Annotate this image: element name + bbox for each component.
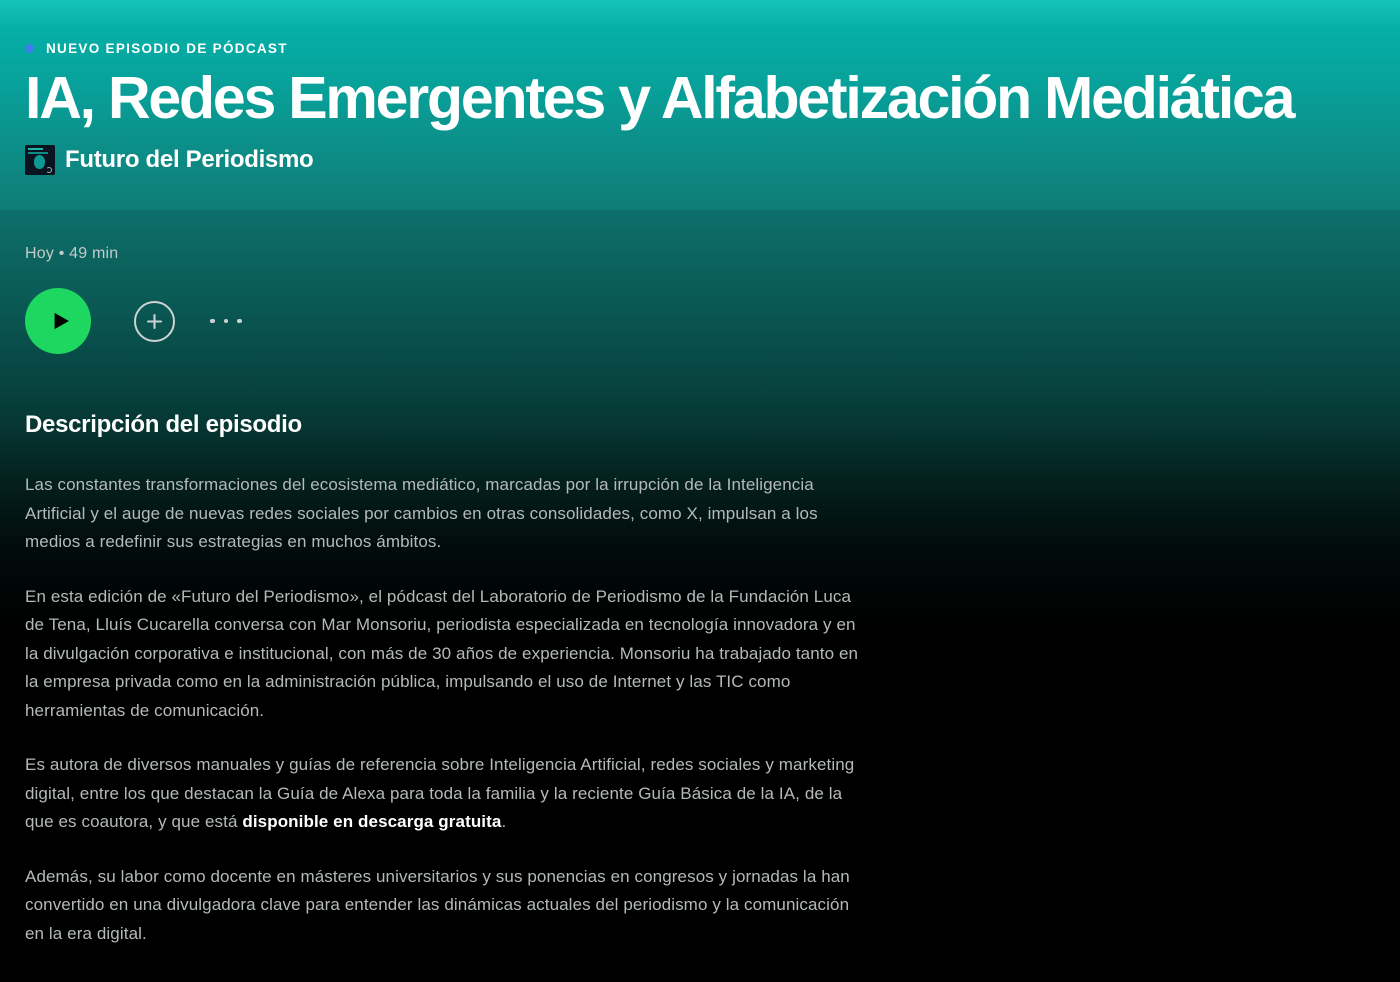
- description-paragraph: Además, su labor como docente en másteres universitarios y sus ponencias en congresos y jornadas la han convertido en una divulgadora clave para entender las dinámicas actuales del periodismo y la comunicación en la era digital.: [25, 866, 850, 943]
- ellipsis-icon: [224, 319, 229, 324]
- cover-art-detail: [46, 167, 52, 173]
- episode-description: [25, 471, 863, 948]
- cover-art-detail: [34, 155, 45, 169]
- show-link[interactable]: [25, 145, 313, 175]
- plus-icon: [145, 312, 164, 331]
- description-text: .: [501, 812, 507, 831]
- ellipsis-icon: [237, 319, 242, 324]
- show-name-label: Futuro del Periodismo: [65, 146, 314, 174]
- description-text: Es autora de diversos manuales y guías de referencia sobre Inteligencia Artificial, redes sociales y marketing digital, entre los que destacan la Guía de Alexa para toda la familia y la reciente Guía Básica de la IA, de la que es coautora, y que está: [25, 755, 855, 831]
- episode-title: IA, Redes Emergentes y Alfabetización Mediática: [25, 65, 1294, 131]
- ellipsis-icon: [210, 319, 215, 324]
- play-icon: [47, 308, 73, 334]
- show-cover-art: [25, 145, 55, 175]
- episode-meta: Hoy • 49 min: [25, 245, 119, 262]
- cover-art-detail: [28, 152, 48, 154]
- download-guide-link[interactable]: disponible en descarga gratuita: [242, 812, 502, 831]
- cover-art-detail: [28, 148, 43, 150]
- description-paragraph: [25, 751, 863, 837]
- episode-hero: [0, 0, 1400, 210]
- more-options-button[interactable]: [208, 313, 244, 330]
- description-paragraph: En esta edición de «Futuro del Periodismo», el pódcast del Laboratorio de Periodismo de la Fundación Luca de Tena, Lluís Cucarella conversa con Mar Monsoriu, periodista especializada en tecnología innovadora y en la divulgación corporativa e institucional, con más de 30 años de experiencia. Monsoriu ha trabajado tanto en la empresa privada como en la administración pública, impulsando el uso de Internet y las TIC como herramientas de comunicación.: [25, 586, 859, 720]
- description-paragraph: Las constantes transformaciones del ecosistema mediático, marcadas por la irrupción de la Inteligencia Artificial y el auge de nuevas redes sociales por cambios en otras consolidades, como X, impulsan a los medios a redefinir sus estrategias en muchos ámbitos.: [25, 475, 818, 551]
- episode-content: [0, 210, 1400, 982]
- episode-actions: [25, 288, 1368, 354]
- add-to-library-button[interactable]: [134, 301, 175, 342]
- new-episode-dot-icon: [25, 44, 34, 53]
- new-episode-eyebrow: [25, 0, 1368, 56]
- description-heading: Descripción del episodio: [25, 411, 302, 438]
- play-button[interactable]: [25, 288, 91, 354]
- eyebrow-label: NUEVO EPISODIO DE PÓDCAST: [46, 41, 288, 56]
